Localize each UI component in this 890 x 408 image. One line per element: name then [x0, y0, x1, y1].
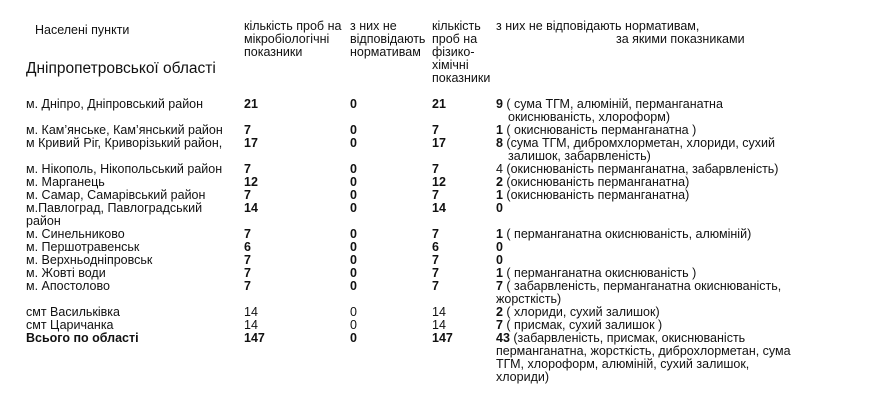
- row-chem-fail-reasons-cont: окиснюваність, хлороформ): [508, 110, 670, 124]
- row-name: м. Кам’янське, Кам’янський район: [26, 123, 223, 137]
- row-chem-count: 14: [432, 305, 446, 319]
- row-micro-count: 21: [244, 97, 258, 111]
- row-micro-count: 7: [244, 188, 251, 202]
- header-micro-line2: мікробіологічні: [244, 32, 330, 46]
- row-name: м. Нікополь, Нікопольський район: [26, 162, 223, 176]
- row-chem-fail-reasons: ( перманганатна окиснюваність, алюміній): [502, 227, 752, 241]
- row-micro-fail: 0: [350, 123, 357, 137]
- header-settlements-line2: Дніпропетровської області: [26, 60, 216, 77]
- row-chem-fail-reasons-cont: залишок, забарвленість): [508, 149, 651, 163]
- row-name: м. Жовті води: [26, 266, 106, 280]
- row-micro-fail: 0: [350, 162, 357, 176]
- row-chem-count: 21: [432, 97, 446, 111]
- row-name: м Кривий Ріг, Криворізький район,: [26, 136, 223, 150]
- row-chem-fail-count: 1: [496, 227, 503, 241]
- row-chem-fail-count: 8: [496, 136, 503, 150]
- row-micro-fail: 0: [350, 201, 357, 215]
- row-micro-fail: 0: [350, 136, 357, 150]
- row-chem-count: 7: [432, 266, 439, 280]
- row-micro-count: 7: [244, 227, 251, 241]
- row-chem-count: 7: [432, 253, 439, 267]
- row-micro-fail: 0: [350, 227, 357, 241]
- row-name: м. Першотравенськ: [26, 240, 140, 254]
- header-chem-fail-line1: з них не відповідають нормативам,: [496, 19, 700, 33]
- row-chem-count: 7: [432, 188, 439, 202]
- row-chem-fail-reasons: (сума ТГМ, дибромхлорметан, хлориди, сухий: [502, 136, 775, 150]
- row-chem-fail-count: 2: [496, 305, 503, 319]
- row-chem-fail-count: 7: [496, 279, 503, 293]
- header-chem-fail-line2: за якими показниками: [616, 32, 745, 46]
- row-micro-fail: 0: [350, 318, 357, 332]
- row-micro-count: 14: [244, 305, 258, 319]
- row-chem-fail-reasons-cont: жорсткість): [496, 292, 562, 306]
- row-name: м. Самар, Самарівський район: [26, 188, 206, 202]
- total-chem-count: 147: [432, 331, 453, 345]
- row-micro-fail: 0: [350, 188, 357, 202]
- row-micro-fail: 0: [350, 305, 357, 319]
- row-micro-count: 7: [244, 253, 251, 267]
- header-chem-line5: показники: [432, 71, 491, 85]
- total-micro-fail: 0: [350, 331, 357, 345]
- total-chem-fail: [496, 332, 745, 344]
- row-name: м.Павлоград, Павлоградський: [26, 201, 203, 215]
- row-chem-fail-reasons: (окиснюваність перманганатна): [502, 188, 690, 202]
- row-micro-count: 17: [244, 136, 258, 150]
- total-label: Всього по області: [26, 331, 139, 345]
- row-chem-fail: [496, 280, 781, 292]
- header-micro-fail-line3: нормативам: [350, 45, 421, 59]
- row-chem-fail-count: 4: [496, 162, 503, 176]
- row-micro-fail: 0: [350, 253, 357, 267]
- row-micro-fail: 0: [350, 266, 357, 280]
- row-chem-fail-count: 2: [496, 175, 503, 189]
- row-chem-fail-count: 1: [496, 266, 503, 280]
- header-chem-line4: хімічні: [432, 58, 469, 72]
- row-chem-fail-count: 0: [496, 240, 503, 254]
- row-chem-fail-reasons: ( сума ТГМ, алюміній, перманганатна: [502, 97, 723, 111]
- row-chem-count: 7: [432, 227, 439, 241]
- row-name-cont: район: [26, 214, 61, 228]
- header-micro-fail-line1: з них не: [350, 19, 397, 33]
- row-chem-fail: [496, 137, 775, 149]
- row-chem-fail: [496, 163, 778, 175]
- total-chem-fail-reasons-cont: перманганатна, жорсткість, диброхлорметан, сума: [496, 344, 791, 358]
- row-micro-count: 7: [244, 123, 251, 137]
- row-name: м. Верхньодніпровськ: [26, 253, 153, 267]
- row-chem-fail: [496, 319, 662, 331]
- row-chem-fail-count: 0: [496, 201, 503, 215]
- header-micro-line3: показники: [244, 45, 303, 59]
- row-chem-count: 7: [432, 162, 439, 176]
- row-micro-fail: 0: [350, 97, 357, 111]
- row-micro-count: 14: [244, 201, 258, 215]
- header-chem-line1: кількість: [432, 19, 481, 33]
- row-micro-count: 7: [244, 266, 251, 280]
- row-chem-fail: [496, 306, 660, 318]
- row-chem-fail-reasons: ( хлориди, сухий залишок): [502, 305, 660, 319]
- row-micro-fail: 0: [350, 175, 357, 189]
- row-chem-fail-reasons: ( забарвленість, перманганатна окиснюваність,: [502, 279, 782, 293]
- row-micro-count: 6: [244, 240, 251, 254]
- header-micro-line1: кількість проб на: [244, 19, 342, 33]
- row-name: м. Марганець: [26, 175, 105, 189]
- header-settlements-line1: Населені пункти: [35, 23, 130, 37]
- header-chem-line3: фізико-: [432, 45, 475, 59]
- row-chem-fail-count: 0: [496, 253, 503, 267]
- row-chem-fail-count: 1: [496, 123, 503, 137]
- header-micro-fail-line2: відповідають: [350, 32, 426, 46]
- total-chem-fail-reasons-cont: ТГМ, хлороформ, алюміній, сухий залишок,: [496, 357, 750, 371]
- row-chem-fail-reasons: ( окиснюваність перманганатна ): [502, 123, 697, 137]
- total-chem-fail-count: 43: [496, 331, 510, 345]
- total-chem-fail-reasons: (забарвленість, присмак, окиснюваність: [509, 331, 746, 345]
- row-micro-fail: 0: [350, 279, 357, 293]
- row-chem-fail-count: 1: [496, 188, 503, 202]
- row-chem-fail-reasons: (окиснюваність перманганатна): [502, 175, 690, 189]
- row-name: смт Царичанка: [26, 318, 114, 332]
- row-micro-fail: 0: [350, 240, 357, 254]
- total-micro-count: 147: [244, 331, 265, 345]
- row-chem-fail-count: 7: [496, 318, 503, 332]
- row-chem-count: 14: [432, 201, 446, 215]
- row-chem-fail: [496, 98, 723, 110]
- row-chem-fail-reasons: ( присмак, сухий залишок ): [502, 318, 663, 332]
- total-chem-fail-reasons-cont: хлориди): [496, 370, 550, 384]
- row-chem-count: 7: [432, 123, 439, 137]
- row-chem-count: 17: [432, 136, 446, 150]
- header-chem-line2: проб на: [432, 32, 478, 46]
- row-chem-count: 6: [432, 240, 439, 254]
- row-chem-count: 14: [432, 318, 446, 332]
- row-chem-fail: [496, 176, 689, 188]
- row-name: м. Апостолово: [26, 279, 110, 293]
- row-name: смт Васильківка: [26, 305, 120, 319]
- row-chem-fail: [496, 189, 689, 201]
- row-chem-count: 7: [432, 279, 439, 293]
- row-micro-count: 12: [244, 175, 258, 189]
- row-chem-fail-reasons: ( перманганатна окиснюваність ): [502, 266, 697, 280]
- row-name: м. Дніпро, Дніпровський район: [26, 97, 204, 111]
- row-micro-count: 7: [244, 162, 251, 176]
- row-micro-count: 14: [244, 318, 258, 332]
- row-micro-count: 7: [244, 279, 251, 293]
- row-chem-fail-count: 9: [496, 97, 503, 111]
- row-chem-count: 12: [432, 175, 446, 189]
- row-chem-fail-reasons: (окиснюваність перманганатна, забарвленість): [502, 162, 779, 176]
- row-name: м. Синельниково: [26, 227, 125, 241]
- row-chem-fail: [496, 267, 696, 279]
- row-chem-fail: [496, 124, 696, 136]
- row-chem-fail: [496, 228, 751, 240]
